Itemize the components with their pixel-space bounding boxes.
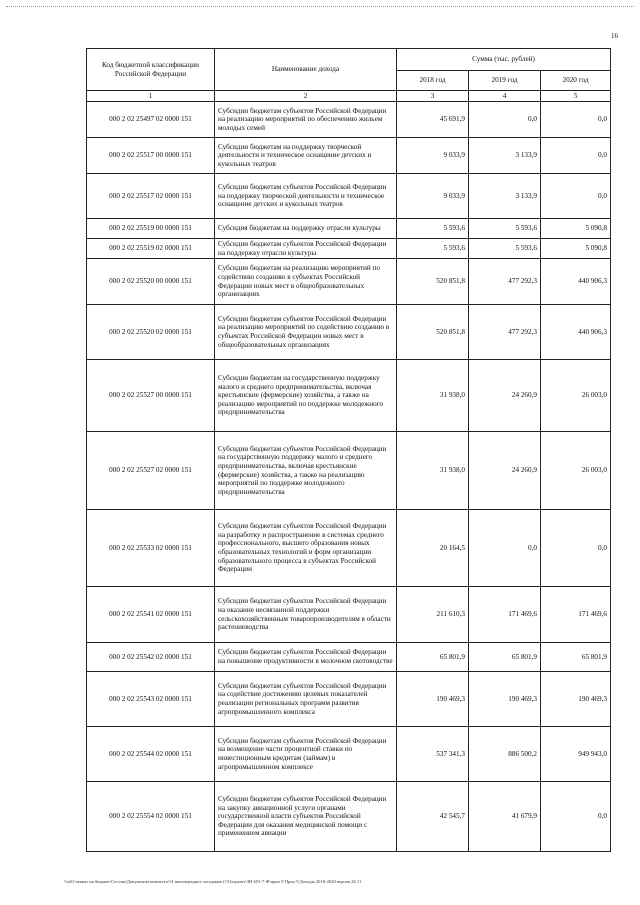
value-2020-cell: 949 943,0 — [541, 727, 611, 782]
index-cell: 5 — [541, 91, 611, 102]
table-row — [87, 727, 611, 782]
value-2018-cell: 520 851,8 — [397, 259, 469, 305]
value-2020-cell: 26 003,0 — [541, 432, 611, 510]
name-cell: Субсидии бюджетам субъектов Российской Федерации на поддержку творческой деятельности и техническое оснащение детских и кукольных театров — [215, 174, 397, 219]
value-2019-cell: 477 292,3 — [469, 259, 541, 305]
value-2019-cell: 5 593,6 — [469, 239, 541, 259]
name-cell: Субсидия бюджетам на поддержку отрасли культуры — [215, 219, 397, 239]
value-2019-cell: 65 801,9 — [469, 643, 541, 672]
table-row — [87, 360, 611, 432]
value-2020-cell: 440 906,3 — [541, 259, 611, 305]
table-row — [87, 239, 611, 259]
code-cell: 000 2 02 25541 02 0000 151 — [87, 587, 215, 643]
value-2018-cell: 520 851,8 — [397, 305, 469, 360]
value-2018-cell: 42 545,7 — [397, 782, 469, 852]
name-cell: Субсидии бюджетам субъектов Российской Федерации на повышение продуктивности в молочном скотоводстве — [215, 643, 397, 672]
value-2018-cell: 5 593,6 — [397, 239, 469, 259]
name-cell: Субсидии бюджетам на поддержку творческой деятельности и техническое оснащение детских и кукольных театров — [215, 138, 397, 174]
value-2019-cell: 3 133,9 — [469, 138, 541, 174]
name-cell: Субсидии бюджетам субъектов Российской Федерации на реализацию мероприятий по обеспечению жильем молодых семей — [215, 102, 397, 138]
value-2019-cell: 0,0 — [469, 510, 541, 587]
value-2018-cell: 211 610,3 — [397, 587, 469, 643]
value-2019-cell: 24 260,9 — [469, 360, 541, 432]
scan-top-border — [6, 6, 634, 7]
table-row — [87, 259, 611, 305]
value-2018-cell: 31 938,0 — [397, 360, 469, 432]
index-cell: 1 — [87, 91, 215, 102]
value-2019-cell: 5 593,6 — [469, 219, 541, 239]
value-2019-cell: 171 469,6 — [469, 587, 541, 643]
table-row — [87, 672, 611, 727]
value-2019-cell: 24 260,9 — [469, 432, 541, 510]
value-2020-cell: 0,0 — [541, 102, 611, 138]
code-cell: 000 2 02 25527 02 0000 151 — [87, 432, 215, 510]
value-2020-cell: 5 090,8 — [541, 219, 611, 239]
column-index-row — [87, 91, 611, 102]
name-cell: Субсидии бюджетам субъектов Российской Федерации на государственную поддержку малого и среднего предпринимательства, включая крестьянские (фермерские) хозяйства, а также на реализацию мероприятий по поддержке молодежного предпринимательства — [215, 432, 397, 510]
code-cell: 000 2 02 25533 02 0000 151 — [87, 510, 215, 587]
header-2018: 2018 год — [397, 71, 469, 91]
code-cell: 000 2 02 25519 02 0000 151 — [87, 239, 215, 259]
name-cell: Субсидии бюджетам субъектов Российской Федерации на реализацию мероприятий по содействию созданию в субъектах Российской Федерации новых мест в общеобразовательных организациях — [215, 305, 397, 360]
name-cell: Субсидии бюджетам на государственную поддержку малого и среднего предпринимательства, включая крестьянские (фермерские) хозяйства, а также на реализацию мероприятий по поддержке молодежного предпринимательства — [215, 360, 397, 432]
table-row — [87, 174, 611, 219]
value-2020-cell: 190 469,3 — [541, 672, 611, 727]
table-row — [87, 102, 611, 138]
value-2018-cell: 537 341,3 — [397, 727, 469, 782]
index-cell: 4 — [469, 91, 541, 102]
value-2020-cell: 0,0 — [541, 138, 611, 174]
value-2018-cell: 20 164,5 — [397, 510, 469, 587]
name-cell: Субсидии бюджетам субъектов Российской Федерации на оказание несвязанной поддержки сельскохозяйственным товаропроизводителям в области растениеводства — [215, 587, 397, 643]
value-2018-cell: 5 593,6 — [397, 219, 469, 239]
header-code: Код бюджетной классификации Российской Федерации — [87, 49, 215, 91]
table-row — [87, 643, 611, 672]
value-2018-cell: 9 033,9 — [397, 138, 469, 174]
code-cell: 000 2 02 25519 00 0000 151 — [87, 219, 215, 239]
table-row — [87, 305, 611, 360]
value-2019-cell: 41 679,9 — [469, 782, 541, 852]
name-cell: Субсидии бюджетам на реализацию мероприятий по содействию созданию в субъектах Российской Федерации новых мест в общеобразовательных организациях — [215, 259, 397, 305]
value-2020-cell: 26 003,0 — [541, 360, 611, 432]
value-2018-cell: 65 801,9 — [397, 643, 469, 672]
code-cell: 000 2 02 25520 02 0000 151 — [87, 305, 215, 360]
code-cell: 000 2 02 25544 02 0000 151 — [87, 727, 215, 782]
code-cell: 000 2 02 25517 02 0000 151 — [87, 174, 215, 219]
code-cell: 000 2 02 25520 00 0000 151 — [87, 259, 215, 305]
table-row — [87, 782, 611, 852]
header-sum: Сумма (тыс. рублей) — [397, 49, 611, 71]
table-row — [87, 219, 611, 239]
value-2019-cell: 190 469,3 — [469, 672, 541, 727]
value-2020-cell: 0,0 — [541, 174, 611, 219]
table-row — [87, 432, 611, 510]
name-cell: Субсидии бюджетам субъектов Российской Федерации на закупку авиационной услуги органами государственной власти субъектов Российской Федерации для оказания медицинской помощи с применением авиации — [215, 782, 397, 852]
table-row — [87, 510, 611, 587]
header-name: Наименование дохода — [215, 49, 397, 91]
value-2019-cell: 0,0 — [469, 102, 541, 138]
value-2020-cell: 171 469,6 — [541, 587, 611, 643]
code-cell: 000 2 02 25517 00 0000 151 — [87, 138, 215, 174]
table-row — [87, 138, 611, 174]
value-2019-cell: 886 500,2 — [469, 727, 541, 782]
code-cell: 000 2 02 25527 00 0000 151 — [87, 360, 215, 432]
name-cell: Субсидии бюджетам субъектов Российской Федерации на содействие достижению целевых показателей реализации региональных программ развития агропромышленного комплекса — [215, 672, 397, 727]
header-2019: 2019 год — [469, 71, 541, 91]
index-cell: 3 — [397, 91, 469, 102]
header-2020: 2020 год — [541, 71, 611, 91]
page-number: 16 — [611, 32, 618, 40]
name-cell: Субсидии бюджетам субъектов Российской Федерации на поддержку отрасли культуры — [215, 239, 397, 259]
value-2019-cell: 3 133,9 — [469, 174, 541, 219]
footer-file-path: \\ts01\заявит на бюджет\Сессии\Документы комитета\31 внеочередное заседание (13)\проект\ЗН 653-7-Ф\прил 9 Прил 9 Доходы 2018-2020 версия 26.11 — [64, 879, 362, 884]
name-cell: Субсидии бюджетам субъектов Российской Федерации на возмещение части процентной ставки по инвестиционным кредитам (займам) в агропромышленном комплексе — [215, 727, 397, 782]
value-2018-cell: 31 938,0 — [397, 432, 469, 510]
value-2020-cell: 440 906,3 — [541, 305, 611, 360]
table-row — [87, 587, 611, 643]
code-cell: 000 2 02 25554 02 0000 151 — [87, 782, 215, 852]
name-cell: Субсидии бюджетам субъектов Российской Федерации на разработку и распространение в системах среднего профессионального, высшего образования новых образовательных технологий и форм организации образовательного процесса в субъектах Российской Федерации — [215, 510, 397, 587]
value-2019-cell: 477 292,3 — [469, 305, 541, 360]
value-2020-cell: 0,0 — [541, 782, 611, 852]
revenue-table — [86, 48, 611, 852]
index-cell: 2 — [215, 91, 397, 102]
value-2018-cell: 9 033,9 — [397, 174, 469, 219]
value-2018-cell: 45 691,9 — [397, 102, 469, 138]
value-2020-cell: 5 090,8 — [541, 239, 611, 259]
code-cell: 000 2 02 25542 02 0000 151 — [87, 643, 215, 672]
code-cell: 000 2 02 25497 02 0000 151 — [87, 102, 215, 138]
value-2020-cell: 0,0 — [541, 510, 611, 587]
code-cell: 000 2 02 25543 02 0000 151 — [87, 672, 215, 727]
value-2018-cell: 190 469,3 — [397, 672, 469, 727]
value-2020-cell: 65 801,9 — [541, 643, 611, 672]
